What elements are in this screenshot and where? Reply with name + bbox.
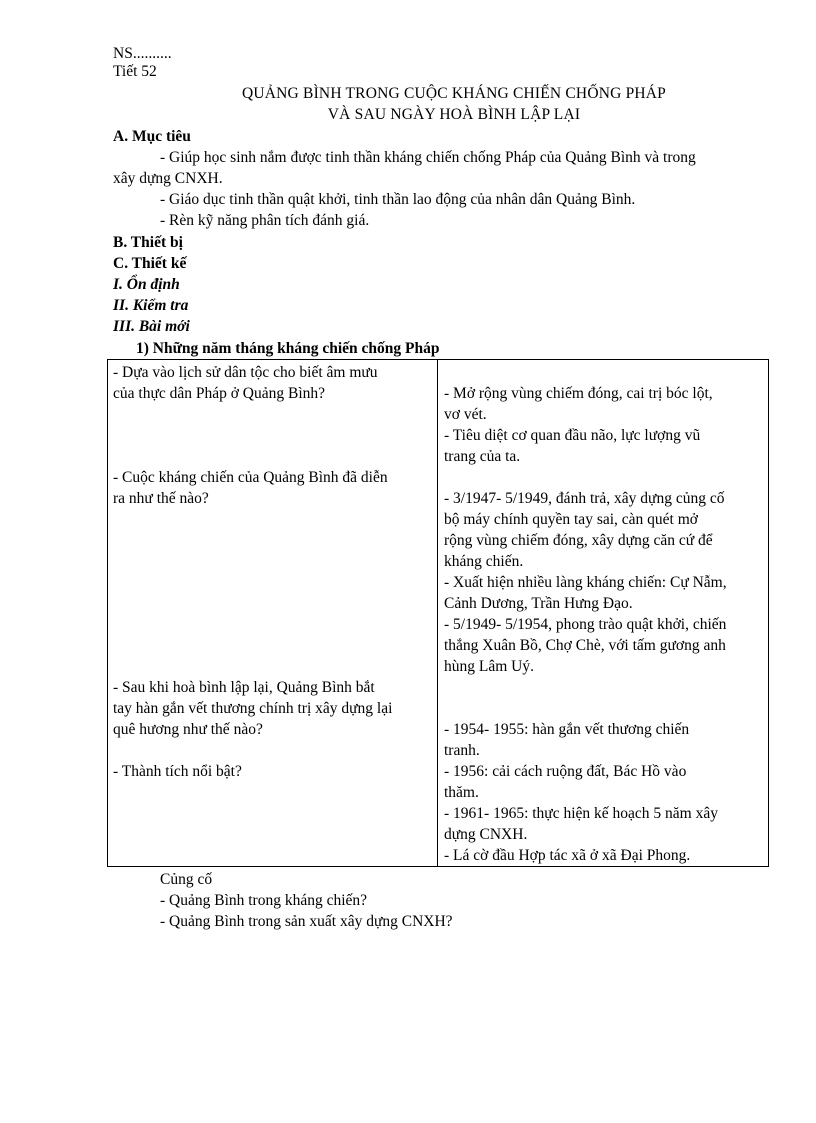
title-line-2: VÀ SAU NGÀY HOÀ BÌNH LẬP LẠI [327, 106, 581, 123]
question-2: - Cuộc kháng chiến của Quảng Bình đã diễn ra như thế nào? [113, 469, 388, 507]
questions-column [108, 360, 438, 867]
objective-1-line-1: - Giúp học sinh nắm được tinh thần kháng chiến chống Pháp của Quảng Bình và trong [160, 149, 696, 166]
answer-2: - Tiêu diệt cơ quan đầu não, lực lượng vũ trang của ta. [444, 427, 701, 465]
section-a-heading: A. Mục tiêu [113, 128, 191, 145]
step-3-heading: III. Bài mới [113, 318, 190, 335]
answer-9: - Lá cờ đầu Hợp tác xã ở xã Đại Phong. [444, 847, 691, 864]
section-b-heading: B. Thiết bị [113, 234, 183, 251]
title-line-1: QUẢNG BÌNH TRONG CUỘC KHÁNG CHIẾN CHỐNG PHÁP [241, 85, 666, 102]
question-3: - Sau khi hoà bình lập lại, Quảng Bình bắt tay hàn gắn vết thương chính trị xây dựng lại quê hương như thế nào? [113, 679, 393, 738]
question-4: - Thành tích nổi bật? [113, 763, 242, 780]
answer-4: - Xuất hiện nhiều làng kháng chiến: Cự Nẫm, Cảnh Dương, Trần Hưng Đạo. [444, 574, 727, 612]
answers-column [438, 360, 769, 867]
question-1: - Dựa vào lịch sử dân tộc cho biết âm mưu của thực dân Pháp ở Quảng Bình? [113, 364, 378, 402]
step-1-heading: I. Ổn định [113, 276, 180, 293]
subsection-heading: 1) Những năm tháng kháng chiến chống Pháp [136, 340, 440, 357]
answer-6: - 1954- 1955: hàn gắn vết thương chiến tranh. [444, 721, 690, 759]
step-2-heading: II. Kiểm tra [113, 297, 189, 314]
answer-3: - 3/1947- 5/1949, đánh trả, xây dựng củng cố bộ máy chính quyền tay sai, càn quét mở rộng vùng chiếm đóng, xây dựng căn cứ để kháng chiến. [444, 490, 725, 570]
consolidation-item-1: - Quảng Bình trong kháng chiến? [160, 892, 368, 909]
objective-2: - Giáo dục tinh thần quật khởi, tinh thần lao động của nhân dân Quảng Bình. [160, 191, 636, 208]
answer-7: - 1956: cải cách ruộng đất, Bác Hồ vào thăm. [444, 763, 687, 801]
lesson-table [107, 359, 769, 867]
objective-1-line-2: xây dựng CNXH. [113, 170, 223, 187]
lesson-number: Tiết 52 [113, 63, 157, 80]
answer-8: - 1961- 1965: thực hiện kế hoạch 5 năm xây dựng CNXH. [444, 805, 718, 843]
consolidation-heading: Củng cố [160, 871, 213, 888]
section-c-heading: C. Thiết kế [113, 255, 187, 272]
ns-label: NS.......... [113, 45, 172, 62]
consolidation-item-2: - Quảng Bình trong sản xuất xây dựng CNXH? [160, 913, 453, 930]
answer-1: - Mở rộng vùng chiếm đóng, cai trị bóc lột, vơ vét. [444, 385, 713, 423]
objective-3: - Rèn kỹ năng phân tích đánh giá. [160, 212, 370, 229]
answer-5: - 5/1949- 5/1954, phong trào quật khởi, chiến thắng Xuân Bồ, Chợ Chè, với tấm gương anh hùng Lâm Uý. [444, 616, 727, 675]
